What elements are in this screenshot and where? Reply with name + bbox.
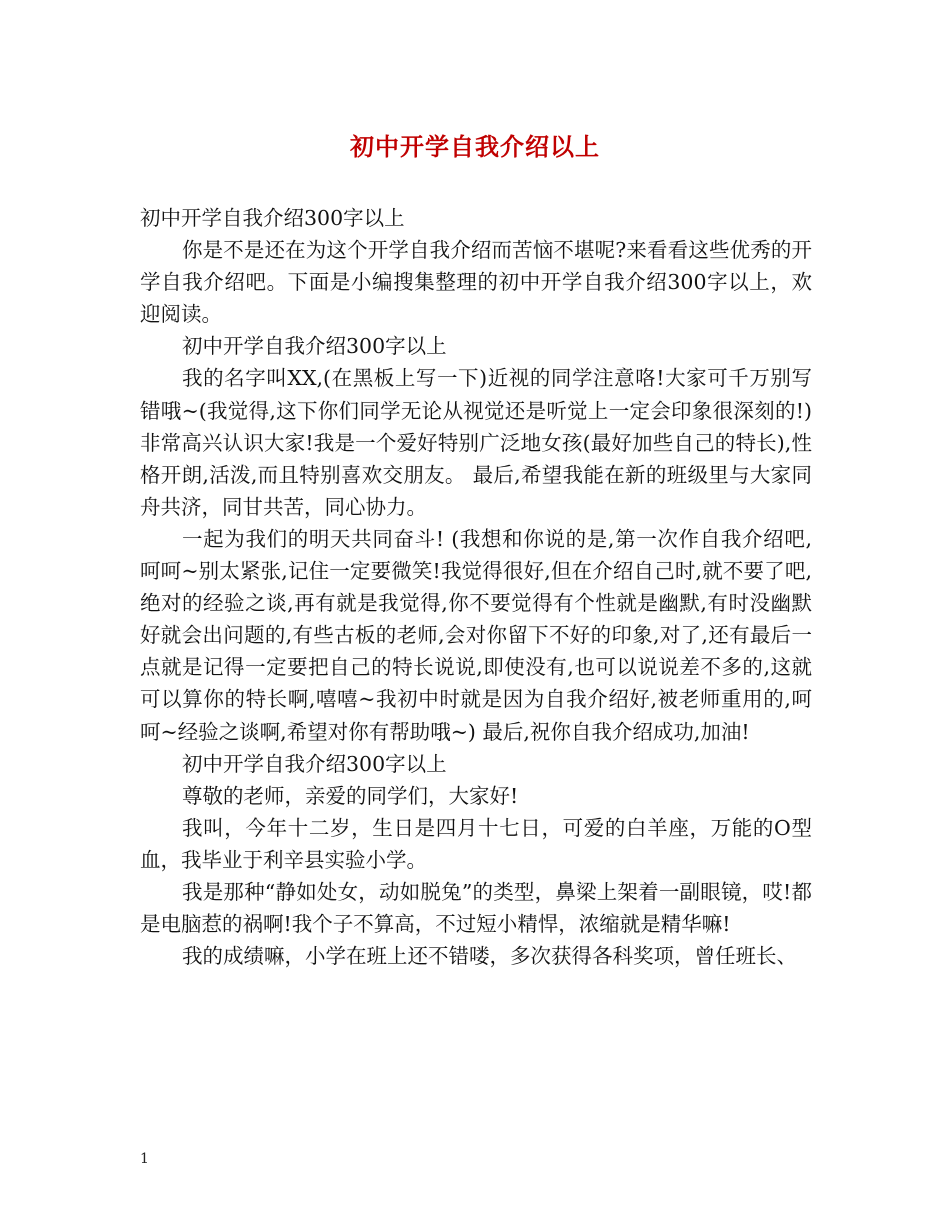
body-paragraph: 我是那种“静如处女，动如脱兔”的类型，鼻梁上架着一副眼镜，哎!都是电脑惹的祸啊!我个子不算高，不过短小精悍，浓缩就是精华嘛!	[140, 879, 812, 937]
body-paragraph: 一起为我们的明天共同奋斗! (我想和你说的是,第一次作自我介绍吧,呵呵~别太紧张,记住一定要微笑!我觉得很好,但在介绍自己时,就不要了吧,绝对的经验之谈,再有就是我觉得,你不要觉得有个性就是幽默,有时没幽默好就会出问题的,有些古板的老师,会对你留下不好的印象,对了,还有最后一点就是记得一定要把自己的特长说说,即使没有,也可以说说差不多的,这就可以算你的特长啊,嘻嘻~我初中时就是因为自我介绍好,被老师重用的,呵呵~经验之谈啊,希望对你有帮助哦~) 最后,祝你自我介绍成功,加油!	[140, 526, 812, 744]
subtitle-line: 初中开学自我介绍300字以上	[140, 206, 405, 230]
section-heading: 初中开学自我介绍300字以上	[182, 751, 447, 776]
intro-paragraph: 你是不是还在为这个开学自我介绍而苦恼不堪呢?来看看这些优秀的开学自我介绍吧。下面是小编搜集整理的初中开学自我介绍300字以上，欢迎阅读。	[140, 238, 812, 327]
greeting-paragraph: 尊敬的老师，亲爱的同学们，大家好!	[182, 783, 519, 808]
document-body	[140, 202, 812, 972]
body-paragraph: 我的名字叫XX,(在黑板上写一下)近视的同学注意咯!大家可千万别写错哦~(我觉得,这下你们同学无论从视觉还是听觉上一定会印象很深刻的!) 非常高兴认识大家!我是一个爱好特别广泛地女孩(最好加些自己的特长),性格开朗,活泼,而且特别喜欢交朋友。 最后,希望我能在新的班级里与大家同舟共济，同甘共苦，同心协力。	[140, 366, 812, 519]
document-title: 初中开学自我介绍以上	[350, 132, 600, 161]
body-paragraph: 我的成绩嘛，小学在班上还不错喽，多次获得各科奖项，曾任班长、	[182, 944, 797, 969]
page-number: 1	[140, 1151, 149, 1167]
body-paragraph: 我叫，今年十二岁，生日是四月十七日，可爱的白羊座，万能的O型血，我毕业于利辛县实验小学。	[140, 815, 812, 872]
section-heading: 初中开学自我介绍300字以上	[182, 334, 447, 359]
